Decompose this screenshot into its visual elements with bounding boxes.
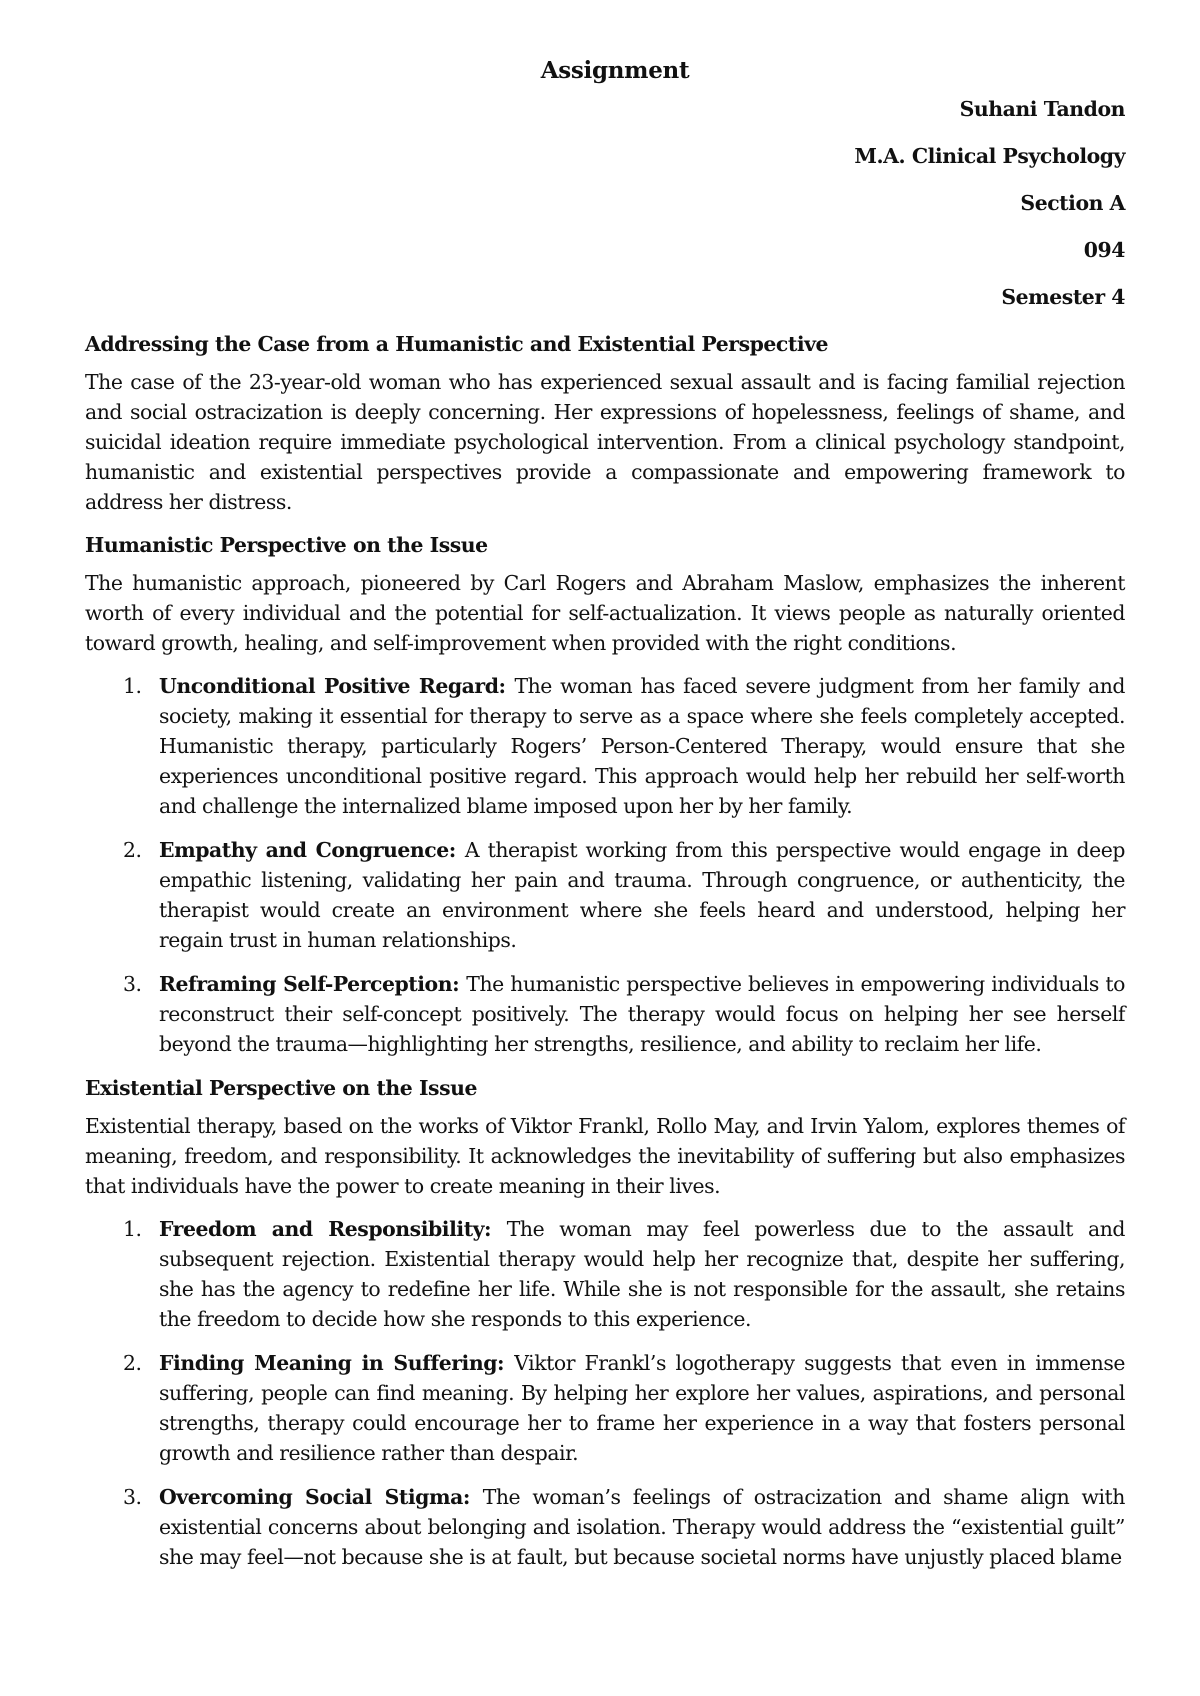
author-program: M.A. Clinical Psychology: [854, 144, 1125, 168]
list-number: 1.: [123, 674, 142, 698]
list-item-title: Finding Meaning in Suffering:: [159, 1351, 515, 1375]
list-item-text: The woman’s feelings of ostracization and shame align with existential concerns about belonging and isolation. Therapy would address the “existential guilt” she may feel—not because she is at fault, but because societal norms have unjustly placed blame: [159, 1485, 1125, 1569]
list-item-title: Unconditional Positive Regard:: [159, 674, 515, 698]
author-section: Section A: [1020, 191, 1125, 215]
existential-intro: Existential therapy, based on the works of Viktor Frankl, Rollo May, and Irvin Yalom, explores themes of meaning, freedom, and responsibility. It acknowledges the inevitability of suffering but also emphasizes that individuals have the power to create meaning in their lives.: [85, 1114, 1125, 1198]
list-item-title: Reframing Self-Perception:: [159, 972, 467, 996]
existential-heading: Existential Perspective on the Issue: [85, 1076, 478, 1100]
list-number: 2.: [123, 1351, 142, 1375]
main-heading: Addressing the Case from a Humanistic and Existential Perspective: [85, 332, 829, 356]
list-item: [85, 671, 1125, 821]
author-info-block: [85, 94, 1125, 312]
list-item-text: A therapist working from this perspective would engage in deep empathic listening, validating her pain and trauma. Through congruence, or authenticity, the therapist would create an environment where she feels heard and understood, helping her regain trust in human relationships.: [159, 838, 1125, 952]
author-name: Suhani Tandon: [959, 97, 1125, 121]
list-item: [85, 835, 1125, 955]
humanistic-intro: The humanistic approach, pioneered by Carl Rogers and Abraham Maslow, emphasizes the inherent worth of every individual and the potential for self-actualization. It views people as naturally oriented toward growth, healing, and self-improvement when provided with the right conditions.: [85, 571, 1125, 655]
list-item-title: Empathy and Congruence:: [159, 838, 465, 862]
list-number: 3.: [123, 1485, 142, 1509]
existential-list: [85, 1214, 1125, 1572]
intro-paragraph: The case of the 23-year-old woman who has experienced sexual assault and is facing familial rejection and social ostracization is deeply concerning. Her expressions of hopelessness, feelings of shame, and suicidal ideation require immediate psychological intervention. From a clinical psychology standpoint, humanistic and existential perspectives provide a compassionate and empowering framework to address her distress.: [85, 370, 1125, 514]
list-item: [85, 1348, 1125, 1468]
document-title: Assignment: [540, 57, 690, 84]
list-number: 2.: [123, 838, 142, 862]
list-item: [85, 969, 1125, 1059]
list-item-title: Overcoming Social Stigma:: [159, 1485, 483, 1509]
author-semester: Semester 4: [1001, 285, 1125, 309]
author-roll-number: 094: [1083, 238, 1125, 262]
list-item-title: Freedom and Responsibility:: [159, 1217, 507, 1241]
list-number: 1.: [123, 1217, 142, 1241]
list-item-text: Viktor Frankl’s logotherapy suggests that even in immense suffering, people can find meaning. By helping her explore her values, aspirations, and personal strengths, therapy could encourage her to frame her experience in a way that fosters personal growth and resilience rather than despair.: [159, 1351, 1125, 1465]
humanistic-list: [85, 671, 1125, 1059]
list-item: [85, 1214, 1125, 1334]
list-item-text: The woman may feel powerless due to the assault and subsequent rejection. Existential therapy would help her recognize that, despite her suffering, she has the agency to redefine her life. While she is not responsible for the assault, she retains the freedom to decide how she responds to this experience.: [159, 1217, 1125, 1331]
list-item-text: The woman has faced severe judgment from her family and society, making it essential for therapy to serve as a space where she feels completely accepted. Humanistic therapy, particularly Rogers’ Person-Centered Therapy, would ensure that she experiences unconditional positive regard. This approach would help her rebuild her self-worth and challenge the internalized blame imposed upon her by her family.: [159, 674, 1125, 818]
list-number: 3.: [123, 972, 142, 996]
list-item: [85, 1482, 1125, 1572]
humanistic-heading: Humanistic Perspective on the Issue: [85, 533, 488, 557]
list-item-text: The humanistic perspective believes in empowering individuals to reconstruct their self-concept positively. The therapy would focus on helping her see herself beyond the trauma—highlighting her strengths, resilience, and ability to reclaim her life.: [159, 972, 1125, 1056]
